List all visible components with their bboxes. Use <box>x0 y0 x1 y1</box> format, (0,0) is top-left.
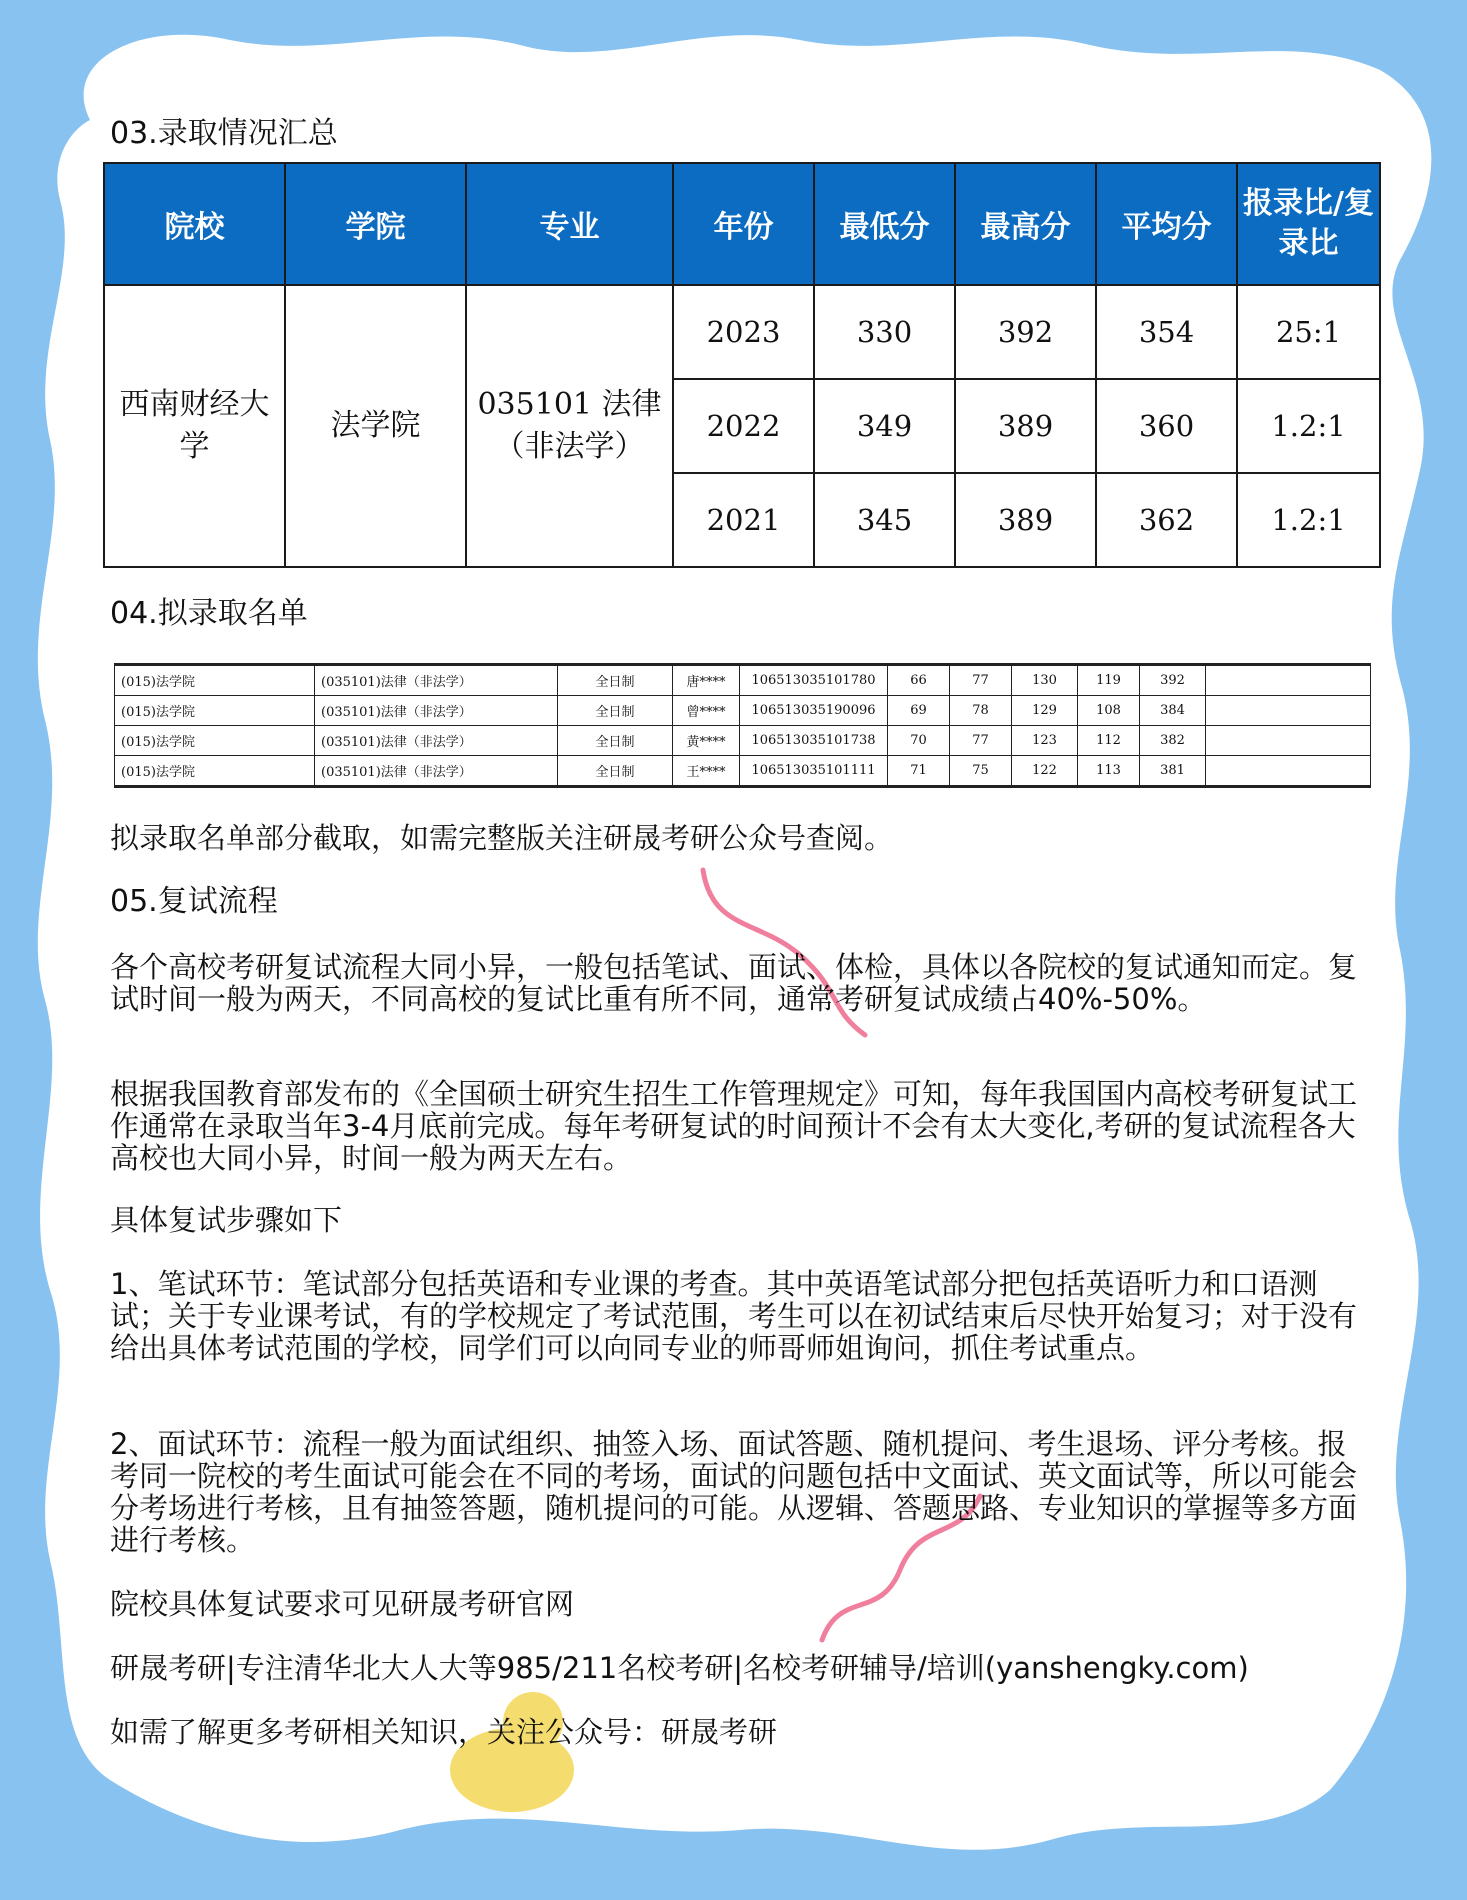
table-row <box>104 285 1380 379</box>
list-note: 拟录取名单部分截取，如需完整版关注研晟考研公众号查阅。 <box>110 821 894 855</box>
list-cell: 66 <box>888 665 950 696</box>
list-cell <box>1206 726 1371 756</box>
list-cell: 382 <box>1140 726 1206 756</box>
list-cell <box>1206 665 1371 696</box>
header-major: 专业 <box>466 163 673 285</box>
min-cell: 330 <box>814 285 955 379</box>
list-cell: 黄**** <box>673 726 740 756</box>
paragraph-written-test: 1、笔试环节：笔试部分包括英语和专业课的考查。其中英语笔试部分把包括英语听力和口语测试；关于专业课考试，有的学校规定了考试范围，考生可以在初试结束后尽快开始复习；对于没有给出具体考试范围的学校，同学们可以向同专业的师哥师姐询问，抓住考试重点。 <box>110 1267 1358 1365</box>
list-cell: 119 <box>1078 665 1140 696</box>
avg-cell: 362 <box>1096 473 1237 567</box>
ratio-cell: 1.2:1 <box>1237 473 1380 567</box>
list-cell: 106513035101738 <box>740 726 888 756</box>
school-cell: 西南财经大学 <box>104 285 285 567</box>
list-cell: 全日制 <box>558 665 673 696</box>
paragraph-follow: 如需了解更多考研相关知识，关注公众号：研晟考研 <box>110 1715 778 1749</box>
list-cell: 106513035101780 <box>740 665 888 696</box>
list-cell: 75 <box>950 756 1012 787</box>
list-cell <box>1206 696 1371 726</box>
header-school: 院校 <box>104 163 285 285</box>
list-cell: 70 <box>888 726 950 756</box>
list-cell: 106513035101111 <box>740 756 888 787</box>
admission-list-table <box>114 663 1371 788</box>
list-cell: 129 <box>1012 696 1078 726</box>
list-cell: 77 <box>950 665 1012 696</box>
header-college: 学院 <box>285 163 466 285</box>
list-cell: 全日制 <box>558 696 673 726</box>
list-cell: (035101)法律（非法学） <box>315 696 558 726</box>
list-cell: 108 <box>1078 696 1140 726</box>
list-cell: 122 <box>1012 756 1078 787</box>
min-cell: 349 <box>814 379 955 473</box>
table-row <box>115 726 1371 756</box>
paragraph-interview: 2、面试环节：流程一般为面试组织、抽签入场、面试答题、随机提问、考生退场、评分考核。报考同一院校的考生面试可能会在不同的考场，面试的问题包括中文面试、英文面试等，所以可能会分考场进行考核，且有抽签答题，随机提问的可能。从逻辑、答题思路、专业知识的掌握等多方面进行考核。 <box>110 1427 1358 1557</box>
header-max-score: 最高分 <box>955 163 1096 285</box>
list-cell: (015)法学院 <box>115 696 315 726</box>
list-cell: 全日制 <box>558 726 673 756</box>
header-avg-score: 平均分 <box>1096 163 1237 285</box>
list-cell: 77 <box>950 726 1012 756</box>
major-cell: 035101 法律（非法学） <box>466 285 673 567</box>
paragraph-schedule: 根据我国教育部发布的《全国硕士研究生招生工作管理规定》可知，每年我国国内高校考研复试工作通常在录取当年3-4月底前完成。每年考研复试的时间预计不会有太大变化,考研的复试流程各大高校也大同小异，时间一般为两天左右。 <box>110 1077 1358 1175</box>
list-cell: 384 <box>1140 696 1206 726</box>
list-cell: (035101)法律（非法学） <box>315 726 558 756</box>
list-heading: 04.拟录取名单 <box>110 596 308 631</box>
header-ratio: 报录比/复录比 <box>1237 163 1380 285</box>
list-cell: 392 <box>1140 665 1206 696</box>
admission-summary-table <box>103 162 1381 568</box>
list-cell: 唐**** <box>673 665 740 696</box>
list-cell: 106513035190096 <box>740 696 888 726</box>
table-row <box>115 665 1371 696</box>
max-cell: 392 <box>955 285 1096 379</box>
max-cell: 389 <box>955 473 1096 567</box>
list-cell: 全日制 <box>558 756 673 787</box>
table-header-row <box>104 163 1380 285</box>
table-row <box>115 696 1371 726</box>
list-cell: (035101)法律（非法学） <box>315 756 558 787</box>
paragraph-website-note: 院校具体复试要求可见研晟考研官网 <box>110 1587 575 1621</box>
header-min-score: 最低分 <box>814 163 955 285</box>
list-cell: (015)法学院 <box>115 726 315 756</box>
list-cell: 123 <box>1012 726 1078 756</box>
header-year: 年份 <box>673 163 814 285</box>
paragraph-steps-intro: 具体复试步骤如下 <box>110 1203 343 1237</box>
min-cell: 345 <box>814 473 955 567</box>
summary-heading: 03.录取情况汇总 <box>110 116 338 151</box>
avg-cell: 354 <box>1096 285 1237 379</box>
list-cell: 112 <box>1078 726 1140 756</box>
avg-cell: 360 <box>1096 379 1237 473</box>
list-cell: 71 <box>888 756 950 787</box>
max-cell: 389 <box>955 379 1096 473</box>
list-cell: (015)法学院 <box>115 756 315 787</box>
year-cell: 2022 <box>673 379 814 473</box>
ratio-cell: 25:1 <box>1237 285 1380 379</box>
list-cell: 130 <box>1012 665 1078 696</box>
list-cell: 113 <box>1078 756 1140 787</box>
list-cell: (015)法学院 <box>115 665 315 696</box>
process-heading: 05.复试流程 <box>110 884 278 919</box>
year-cell: 2021 <box>673 473 814 567</box>
list-cell: 381 <box>1140 756 1206 787</box>
website-link[interactable]: 研晟考研|专注清华北大人大等985/211名校考研|名校考研辅导/培训(yanshengky.com) <box>110 1651 1249 1685</box>
list-cell: 曾**** <box>673 696 740 726</box>
list-cell: (035101)法律（非法学） <box>315 665 558 696</box>
list-cell: 王**** <box>673 756 740 787</box>
table-row <box>115 756 1371 787</box>
ratio-cell: 1.2:1 <box>1237 379 1380 473</box>
list-cell <box>1206 756 1371 787</box>
list-cell: 69 <box>888 696 950 726</box>
college-cell: 法学院 <box>285 285 466 567</box>
paragraph-overview: 各个高校考研复试流程大同小异，一般包括笔试、面试、体检，具体以各院校的复试通知而定。复试时间一般为两天，不同高校的复试比重有所不同，通常考研复试成绩占40%-50%。 <box>110 950 1358 1016</box>
year-cell: 2023 <box>673 285 814 379</box>
list-cell: 78 <box>950 696 1012 726</box>
